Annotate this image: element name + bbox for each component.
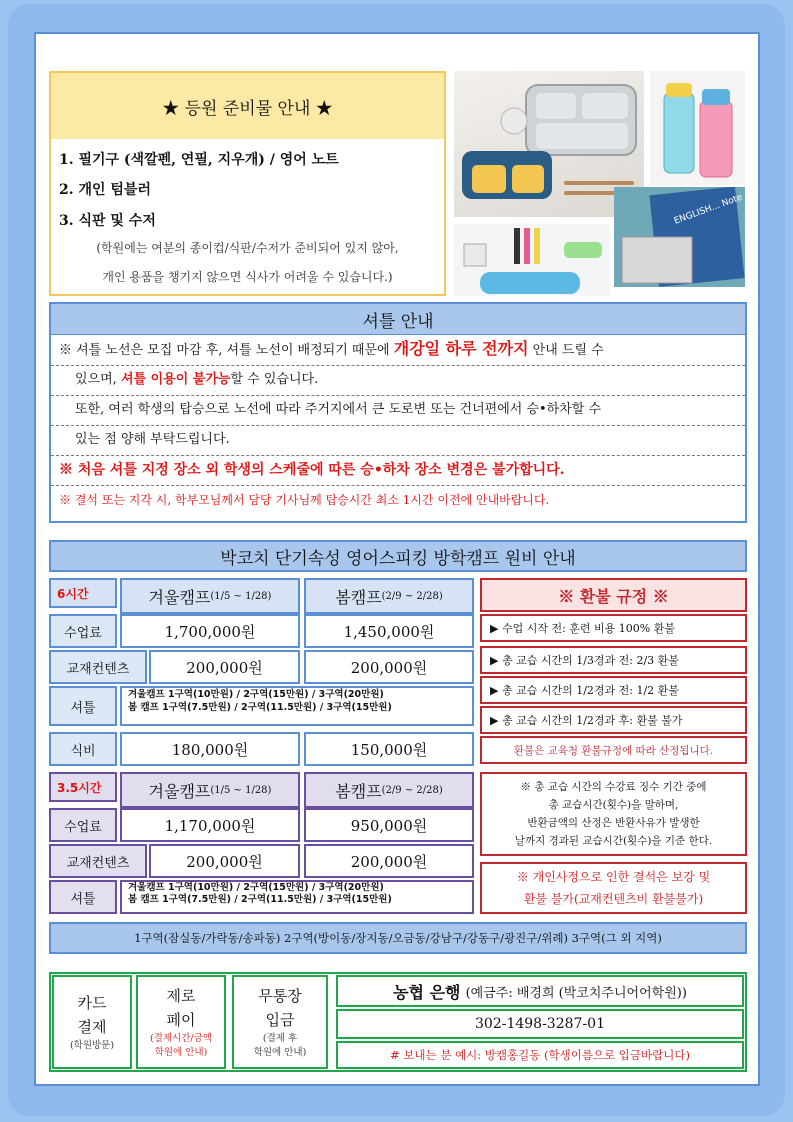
- region-legend: 1구역(잠실동/가락동/송파동) 2구역(방이동/장지동/오금동/강남구/강동구/광진구/위례) 3구역(그 외 지역): [49, 922, 747, 954]
- shuttle-fee-label: 셔틀: [49, 686, 117, 726]
- shuttle-line: [51, 365, 745, 393]
- bank-sub: 학원에 안내): [253, 1047, 307, 1058]
- refund-desc-line: 날까지 경과된 교습시간(횟수)을 기준 한다.: [514, 835, 713, 847]
- three-spring-header: [304, 772, 474, 808]
- refund-desc-line: 총 교습시간(횟수)을 말하며,: [548, 799, 679, 811]
- six-winter-header: [120, 578, 300, 614]
- absence-line: 환불 불가(교재컨텐츠비 환불불가): [523, 892, 704, 906]
- meal-winter: 180,000원: [120, 732, 300, 766]
- content-spring: 200,000원: [304, 650, 474, 684]
- notebook-photo: [614, 187, 745, 287]
- shuttle-fee-winter: 겨울캠프 1구역(10만원) / 2구역(15만원) / 3구역(20만원): [128, 882, 384, 893]
- bank-label: 무통장: [258, 987, 302, 1005]
- shuttle-warning: ※ 처음 셔틀 지정 장소 외 학생의 스케줄에 따른 승•하차 장소 변경은 불가합니다.: [51, 455, 745, 483]
- prep-note: (학원에는 여분의 종이컵/식판/수저가 준비되어 있지 않아,: [96, 241, 399, 255]
- prep-item: 1. 필기구 (색깔펜, 연필, 지우개) / 영어 노트: [59, 152, 339, 168]
- account-holder: (예금주: 배경희 (박코치주니어어학원)): [465, 985, 687, 1001]
- spring-camp-label: 봄캠프: [335, 587, 382, 607]
- content-winter: 200,000원: [149, 844, 300, 878]
- shuttle-text: ※ 셔틀 노선은 모집 마감 후, 셔틀 노선이 배정되기 때문에: [59, 343, 394, 358]
- content-spring: 200,000원: [304, 844, 474, 878]
- refund-description: [480, 772, 747, 856]
- content-winter: 200,000원: [149, 650, 300, 684]
- six-hour-label: 6시간: [57, 586, 89, 601]
- absence-policy: [480, 862, 747, 914]
- refund-rule: ▶ 총 교습 시간의 1/2경과 전: 1/2 환불: [480, 676, 747, 704]
- notebook-text: ENGLISH... Note: [672, 192, 745, 227]
- shuttle-text: 있으며,: [75, 372, 121, 387]
- spring-camp-label: 봄캠프: [335, 781, 382, 801]
- shuttle-line: 있는 점 양해 부탁드립니다.: [51, 425, 745, 453]
- shuttle-fee-winter: 겨울캠프 1구역(10만원) / 2구역(15만원) / 3구역(20만원): [128, 689, 384, 700]
- zero-sub: 학원에 안내): [154, 1047, 208, 1058]
- zero-label: 제로: [166, 987, 196, 1005]
- tuition-label: 수업료: [49, 808, 117, 842]
- refund-desc-line: ※ 총 교습 시간의 수강료 징수 기간 중에: [520, 781, 707, 793]
- tuition-winter: 1,170,000원: [120, 808, 300, 842]
- shuttle-fee-spring: 봄 캠프 1구역(7.5만원) / 2구역(11.5만원) / 3구역(15만원): [128, 702, 392, 713]
- three-hour-tag: [49, 772, 117, 802]
- fee-title: 박코치 단기속성 영어스피킹 방학캠프 원비 안내: [49, 540, 747, 572]
- prep-title: ★ 등원 준비물 안내 ★: [51, 73, 444, 139]
- payment-example: # 보내는 분 예시: 방캠홍길동 (학생이름으로 입금바랍니다): [336, 1041, 744, 1069]
- shuttle-highlight: 개강일 하루 전까지: [393, 339, 529, 358]
- refund-rule: ▶ 수업 시작 전: 훈련 비용 100% 환불: [480, 614, 747, 642]
- card-label: 카드: [77, 994, 107, 1012]
- refund-note: 환불은 교육청 환불규정에 따라 산정됩니다.: [480, 736, 747, 764]
- tuition-label: 수업료: [49, 614, 117, 648]
- winter-camp-label: 겨울캠프: [148, 781, 211, 801]
- shuttle-section: [49, 302, 747, 523]
- shuttle-text: 안내 드릴 수: [528, 343, 604, 358]
- shuttle-title: 셔틀 안내: [51, 304, 745, 335]
- shuttle-fee-detail: [120, 880, 474, 914]
- prep-note: 개인 용품을 챙기지 않으면 식사가 어려울 수 있습니다.): [102, 270, 393, 284]
- meal-spring: 150,000원: [304, 732, 474, 766]
- account-number: 302-1498-3287-01: [336, 1009, 744, 1039]
- card-sub: (학원방문): [69, 1040, 115, 1051]
- winter-range: (1/5 ~ 1/28): [210, 784, 272, 796]
- tuition-winter: 1,700,000원: [120, 614, 300, 648]
- zero-pay: [136, 975, 226, 1069]
- tumbler-photo: [650, 71, 745, 185]
- zero-sub: (결제시간/금액: [150, 1033, 212, 1044]
- tuition-spring: 950,000원: [304, 808, 474, 842]
- shuttle-line: 또한, 여러 학생의 탑승으로 노선에 따라 주거지에서 큰 도로변 또는 건너편에서 승•하차할 수: [51, 395, 745, 423]
- bank-account-holder: [336, 975, 744, 1007]
- shuttle-absence-note: ※ 결석 또는 지각 시, 학부모님께서 담당 기사님께 탑승시간 최소 1시간 이전에 안내바랍니다.: [51, 485, 745, 513]
- six-spring-header: [304, 578, 474, 614]
- refund-rule: ▶ 총 교습 시간의 1/2경과 후: 환불 불가: [480, 706, 747, 734]
- refund-rule: ▶ 총 교습 시간의 1/3경과 전: 2/3 환불: [480, 646, 747, 674]
- three-hour-label: 3.5시간: [57, 780, 102, 795]
- prep-box: [49, 71, 446, 296]
- three-winter-header: [120, 772, 300, 808]
- winter-range: (1/5 ~ 1/28): [210, 590, 272, 602]
- prep-item: 3. 식판 및 수저: [59, 213, 156, 229]
- content-label: 교재컨텐츠: [49, 844, 147, 878]
- refund-title: ※ 환불 규정 ※: [480, 578, 747, 612]
- refund-desc-line: 반환금액의 산정은 반환사유가 발생한: [527, 817, 700, 829]
- stationery-photo: [454, 224, 610, 296]
- shuttle-highlight: 셔틀 이용이 불가능: [120, 372, 231, 387]
- bank-sub: (결제 후: [262, 1033, 298, 1044]
- shuttle-fee-label: 셔틀: [49, 880, 117, 914]
- spring-range: (2/9 ~ 2/28): [381, 784, 443, 796]
- spring-range: (2/9 ~ 2/28): [381, 590, 443, 602]
- card-label: 결제: [77, 1018, 107, 1036]
- prep-item: 2. 개인 텀블러: [59, 182, 151, 198]
- absence-line: ※ 개인사정으로 인한 결석은 보강 및: [516, 870, 711, 884]
- winter-camp-label: 겨울캠프: [148, 587, 211, 607]
- shuttle-fee-spring: 봄 캠프 1구역(7.5만원) / 2구역(11.5만원) / 3구역(15만원): [128, 894, 392, 905]
- content-label: 교재컨텐츠: [49, 650, 147, 684]
- bank-name: 농협 은행: [393, 982, 461, 1002]
- bank-transfer: [232, 975, 328, 1069]
- bank-label: 입금: [265, 1011, 295, 1029]
- flyer: [34, 32, 760, 1086]
- six-hour-tag: [49, 578, 117, 608]
- shuttle-fee-detail: [120, 686, 474, 726]
- card-payment: [52, 975, 132, 1069]
- shuttle-text: 할 수 있습니다.: [230, 372, 319, 387]
- tuition-spring: 1,450,000원: [304, 614, 474, 648]
- zero-label: 페이: [166, 1011, 196, 1029]
- meal-label: 식비: [49, 732, 117, 766]
- shuttle-line: [51, 335, 745, 363]
